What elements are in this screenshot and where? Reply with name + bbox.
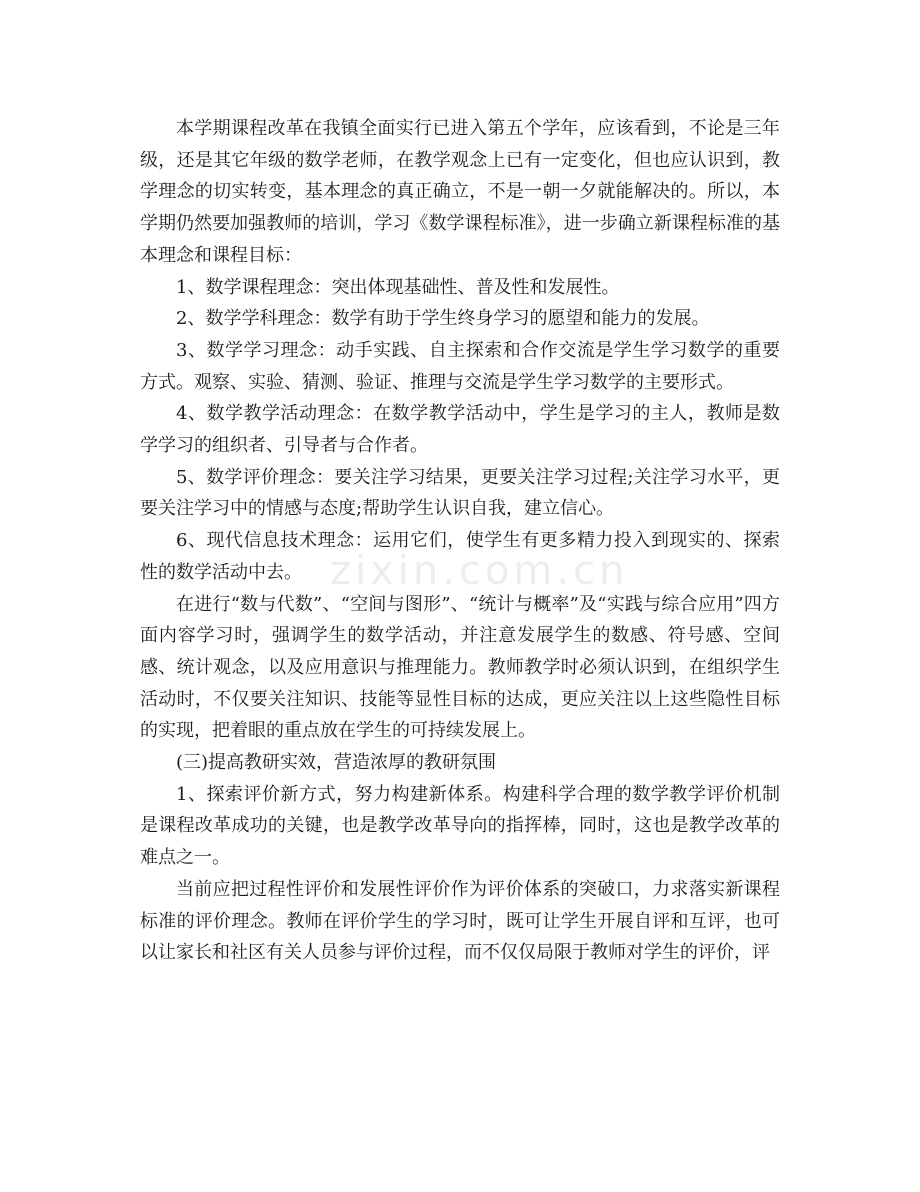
paragraph-item-1: 1、数学课程理念：突出体现基础性、普及性和发展性。	[176, 276, 620, 298]
paragraph-evaluation-1: 1、探索评价新方式，努力构建新体系。构建科学合理的数学教学评价机制是课程改革成功的关键，也是教学改革导向的指挥棒，同时，这也是教学改革的难点之一。	[140, 783, 780, 869]
watermark: zixin.com.cn	[330, 548, 629, 594]
paragraph-intro: 本学期课程改革在我镇全面实行已进入第五个学年，应该看到，不论是三年级，还是其它年级的数学老师，在教学观念上已有一定变化，但也应认识到，教学理念的切实转变，基本理念的真正确立，不是一朝一夕就能解决的。所以，本学期仍然要加强教师的培训，学习《数学课程标准》，进一步确立新课程标准的基本理念和课程目标：	[140, 118, 780, 266]
paragraph-item-4: 4、数学教学活动理念：在数学教学活动中，学生是学习的主人，教师是数学学习的组织者、引导者与合作者。	[140, 403, 780, 457]
section-heading: (三)提高教研实效，营造浓厚的教研氛围	[176, 752, 497, 774]
paragraph-item-3: 3、数学学习理念：动手实践、自主探索和合作交流是学生学习数学的重要方式。观察、实验、猜测、验证、推理与交流是学生学习数学的主要形式。	[140, 339, 780, 393]
paragraph-item-5: 5、数学评价理念：要关注学习结果，更要关注学习过程;关注学习水平，更要关注学习中的情感与态度;帮助学生认识自我，建立信心。	[140, 466, 780, 520]
paragraph-evaluation-current: 当前应把过程性评价和发展性评价作为评价体系的突破口，力求落实新课程标准的评价理念。教师在评价学生的学习时，既可让学生开展自评和互评，也可以让家长和社区有关人员参与评价过程，而不仅仅局限于教师对学生的评价，评	[140, 878, 780, 964]
document-body	[140, 113, 780, 969]
paragraph-content-areas: 在进行“数与代数”、“空间与图形”、“统计与概率”及“实践与综合应用”四方面内容学习时，强调学生的数学活动，并注意发展学生的数感、符号感、空间感、统计观念，以及应用意识与推理能力。教师教学时必须认识到，在组织学生活动时，不仅要关注知识、技能等显性目标的达成，更应关注以上这些隐性目标的实现，把着眼的重点放在学生的可持续发展上。	[140, 593, 780, 742]
paragraph-item-6: 6、现代信息技术理念：运用它们，使学生有更多精力投入到现实的、探索性的数学活动中去。	[140, 530, 780, 583]
paragraph-item-2: 2、数学学科理念：数学有助于学生终身学习的愿望和能力的发展。	[176, 308, 710, 330]
